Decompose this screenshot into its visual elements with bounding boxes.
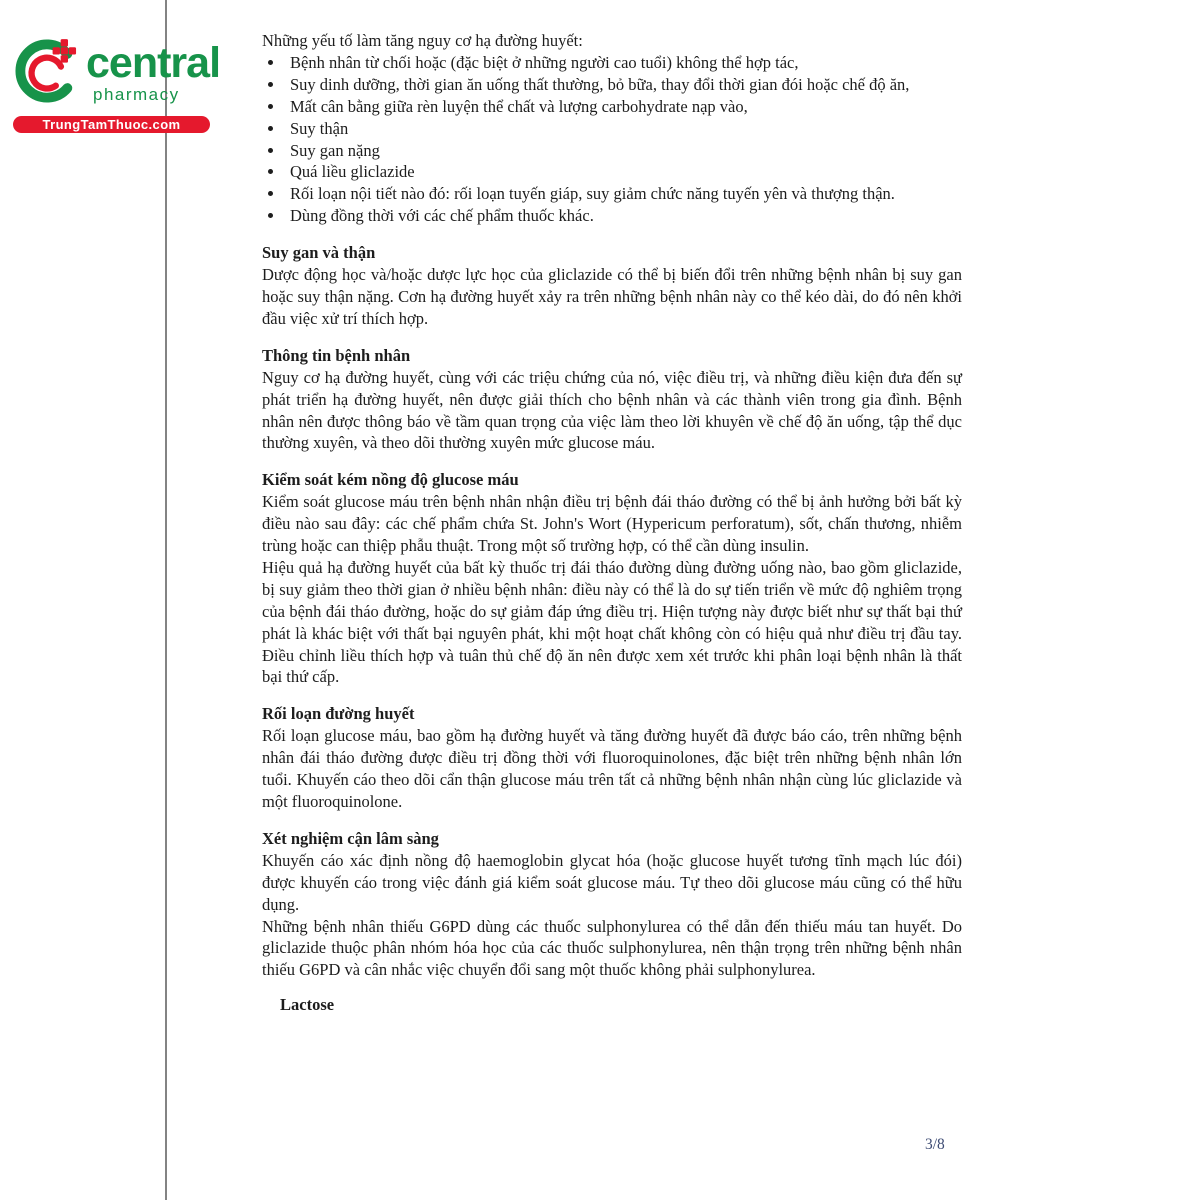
paragraph: Hiệu quả hạ đường huyết của bất kỳ thuốc trị đái tháo đường dùng đường uống nào, bao gồm gliclazide, bị suy giảm theo thời gian ở nhiều bệnh nhân: điều này có thể là do sự tiến triển về mức độ nghiêm trọng của bệnh đái tháo đường, hoặc do sự giảm đáp ứng điều trị. Hiện tượng này được biết như sự thất bại thứ phát là khác biệt với thất bại nguyên phát, khi một hoạt chất không còn có hiệu quả như điều trị đầu tay. Điều chỉnh liều thích hợp và tuân thủ chế độ ăn nên được xem xét trước khi phân loại bệnh nhân là thất bại thứ cấp.	[262, 557, 962, 687]
central-pharmacy-logo-icon	[12, 36, 82, 106]
list-item	[262, 205, 962, 227]
paragraph: Rối loạn glucose máu, bao gồm hạ đường huyết và tăng đường huyết đã được báo cáo, trên những bệnh nhân đái tháo đường được điều trị đồng thời với fluoroquinolones, đặc biệt trên những bệnh nhân lớn tuổi. Khuyến cáo theo dõi cẩn thận glucose máu trên tất cả những bệnh nhân nhận cùng lúc gliclazide và một fluoroquinolone.	[262, 726, 962, 811]
bullet-icon	[268, 104, 273, 109]
list-item	[262, 74, 962, 96]
list-item-text: Bệnh nhân từ chối hoặc (đặc biệt ở những người cao tuổi) không thể hợp tác,	[290, 52, 799, 72]
list-item-text: Dùng đồng thời với các chế phẩm thuốc khác.	[290, 206, 594, 226]
bullet-icon	[268, 169, 273, 174]
bullet-icon	[268, 213, 273, 218]
central-pharmacy-logo	[0, 0, 240, 150]
section-liver-kidney	[262, 242, 962, 330]
bullet-icon	[268, 191, 273, 196]
list-item-text: Suy thận	[290, 118, 349, 138]
document-body	[262, 30, 962, 1016]
list-item-text: Quá liều gliclazide	[290, 162, 415, 182]
section-poor-glucose-control	[262, 469, 962, 688]
paragraph: Dược động học và/hoặc dược lực học của gliclazide có thể bị biến đổi trên những bệnh nhân bị suy gan hoặc suy thận nặng. Cơn hạ đường huyết xảy ra trên những bệnh nhân này co thể kéo dài, do đó nên khởi đầu việc xử trí thích hợp.	[262, 265, 962, 328]
section-dysglycaemia	[262, 703, 962, 813]
list-item	[262, 140, 962, 162]
section-heading: Rối loạn đường huyết	[262, 704, 415, 724]
brand-subtitle: pharmacy	[93, 85, 180, 104]
list-item	[262, 52, 962, 74]
list-item	[262, 118, 962, 140]
list-item-text: Rối loạn nội tiết nào đó: rối loạn tuyến giáp, suy giảm chức năng tuyến yên và thượng thận.	[290, 184, 895, 204]
section-heading: Suy gan và thận	[262, 243, 376, 263]
page-divider-line	[165, 0, 167, 1200]
list-item-text: Suy gan nặng	[290, 140, 380, 160]
list-item	[262, 96, 962, 118]
intro-paragraph: Những yếu tố làm tăng nguy cơ hạ đường huyết:	[262, 31, 583, 50]
g6pd-paragraph: Những bệnh nhân thiếu G6PD dùng các thuốc sulphonylurea có thể dẫn đến thiếu máu tan huyết. Do gliclazide thuộc phân nhóm hóa học của các thuốc sulphonylurea, nên thận trọng trên những bệnh nhân thiếu G6PD và cân nhắc việc chuyển đổi sang một thuốc không phải sulphonylurea.	[262, 916, 962, 980]
lactose-heading: Lactose	[280, 995, 335, 1015]
section-heading: Xét nghiệm cận lâm sàng	[262, 828, 439, 848]
list-item	[262, 161, 962, 183]
section-heading: Thông tin bệnh nhân	[262, 345, 411, 365]
bullet-icon	[268, 148, 273, 153]
list-item-text: Suy dinh dưỡng, thời gian ăn uống thất thường, bỏ bữa, thay đổi thời gian đói hoặc chế độ ăn,	[290, 74, 910, 94]
section-heading: Kiểm soát kém nồng độ glucose máu	[262, 470, 519, 490]
paragraph: Kiểm soát glucose máu trên bệnh nhân nhận điều trị bệnh đái tháo đường có thể bị ảnh hưởng bởi bất kỳ điều nào sau đây: các chế phẩm chứa St. John's Wort (Hypericum perforatum), sốt, chấn thương, nhiễm trùng hoặc can thiệp phẫu thuật. Trong một số trường hợp, có thể cần dùng insulin.	[262, 492, 962, 556]
paragraph: Khuyến cáo xác định nồng độ haemoglobin glycat hóa (hoặc glucose huyết tương tĩnh mạch lúc đói) được khuyến cáo trong việc đánh giá kiểm soát glucose máu. Tự theo dõi glucose máu cũng có thể hữu dụng.	[262, 850, 962, 914]
page-number: 3/8	[925, 1136, 945, 1153]
risk-factor-list	[262, 52, 962, 227]
brand-badge	[13, 116, 210, 133]
bullet-icon	[268, 82, 273, 87]
brand-badge-label: TrungTamThuoc.com	[42, 117, 181, 132]
bullet-icon	[268, 126, 273, 131]
bullet-icon	[268, 60, 273, 65]
list-item-text: Mất cân bằng giữa rèn luyện thể chất và lượng carbohydrate nạp vào,	[290, 96, 748, 116]
section-patient-info	[262, 345, 962, 455]
paragraph: Nguy cơ hạ đường huyết, cùng với các triệu chứng của nó, việc điều trị, và những điều kiện đưa đến sự phát triển hạ đường huyết, nên được giải thích cho bệnh nhân và các thành viên trong gia đình. Bệnh nhân nên được thông báo về tầm quan trọng của việc làm theo lời khuyên về chế độ ăn uống, tập thể dục thường xuyên, và theo dõi thường xuyên mức glucose máu.	[262, 367, 962, 453]
brand-name: central	[86, 39, 221, 87]
list-item	[262, 183, 962, 205]
section-laboratory-tests	[262, 828, 962, 916]
